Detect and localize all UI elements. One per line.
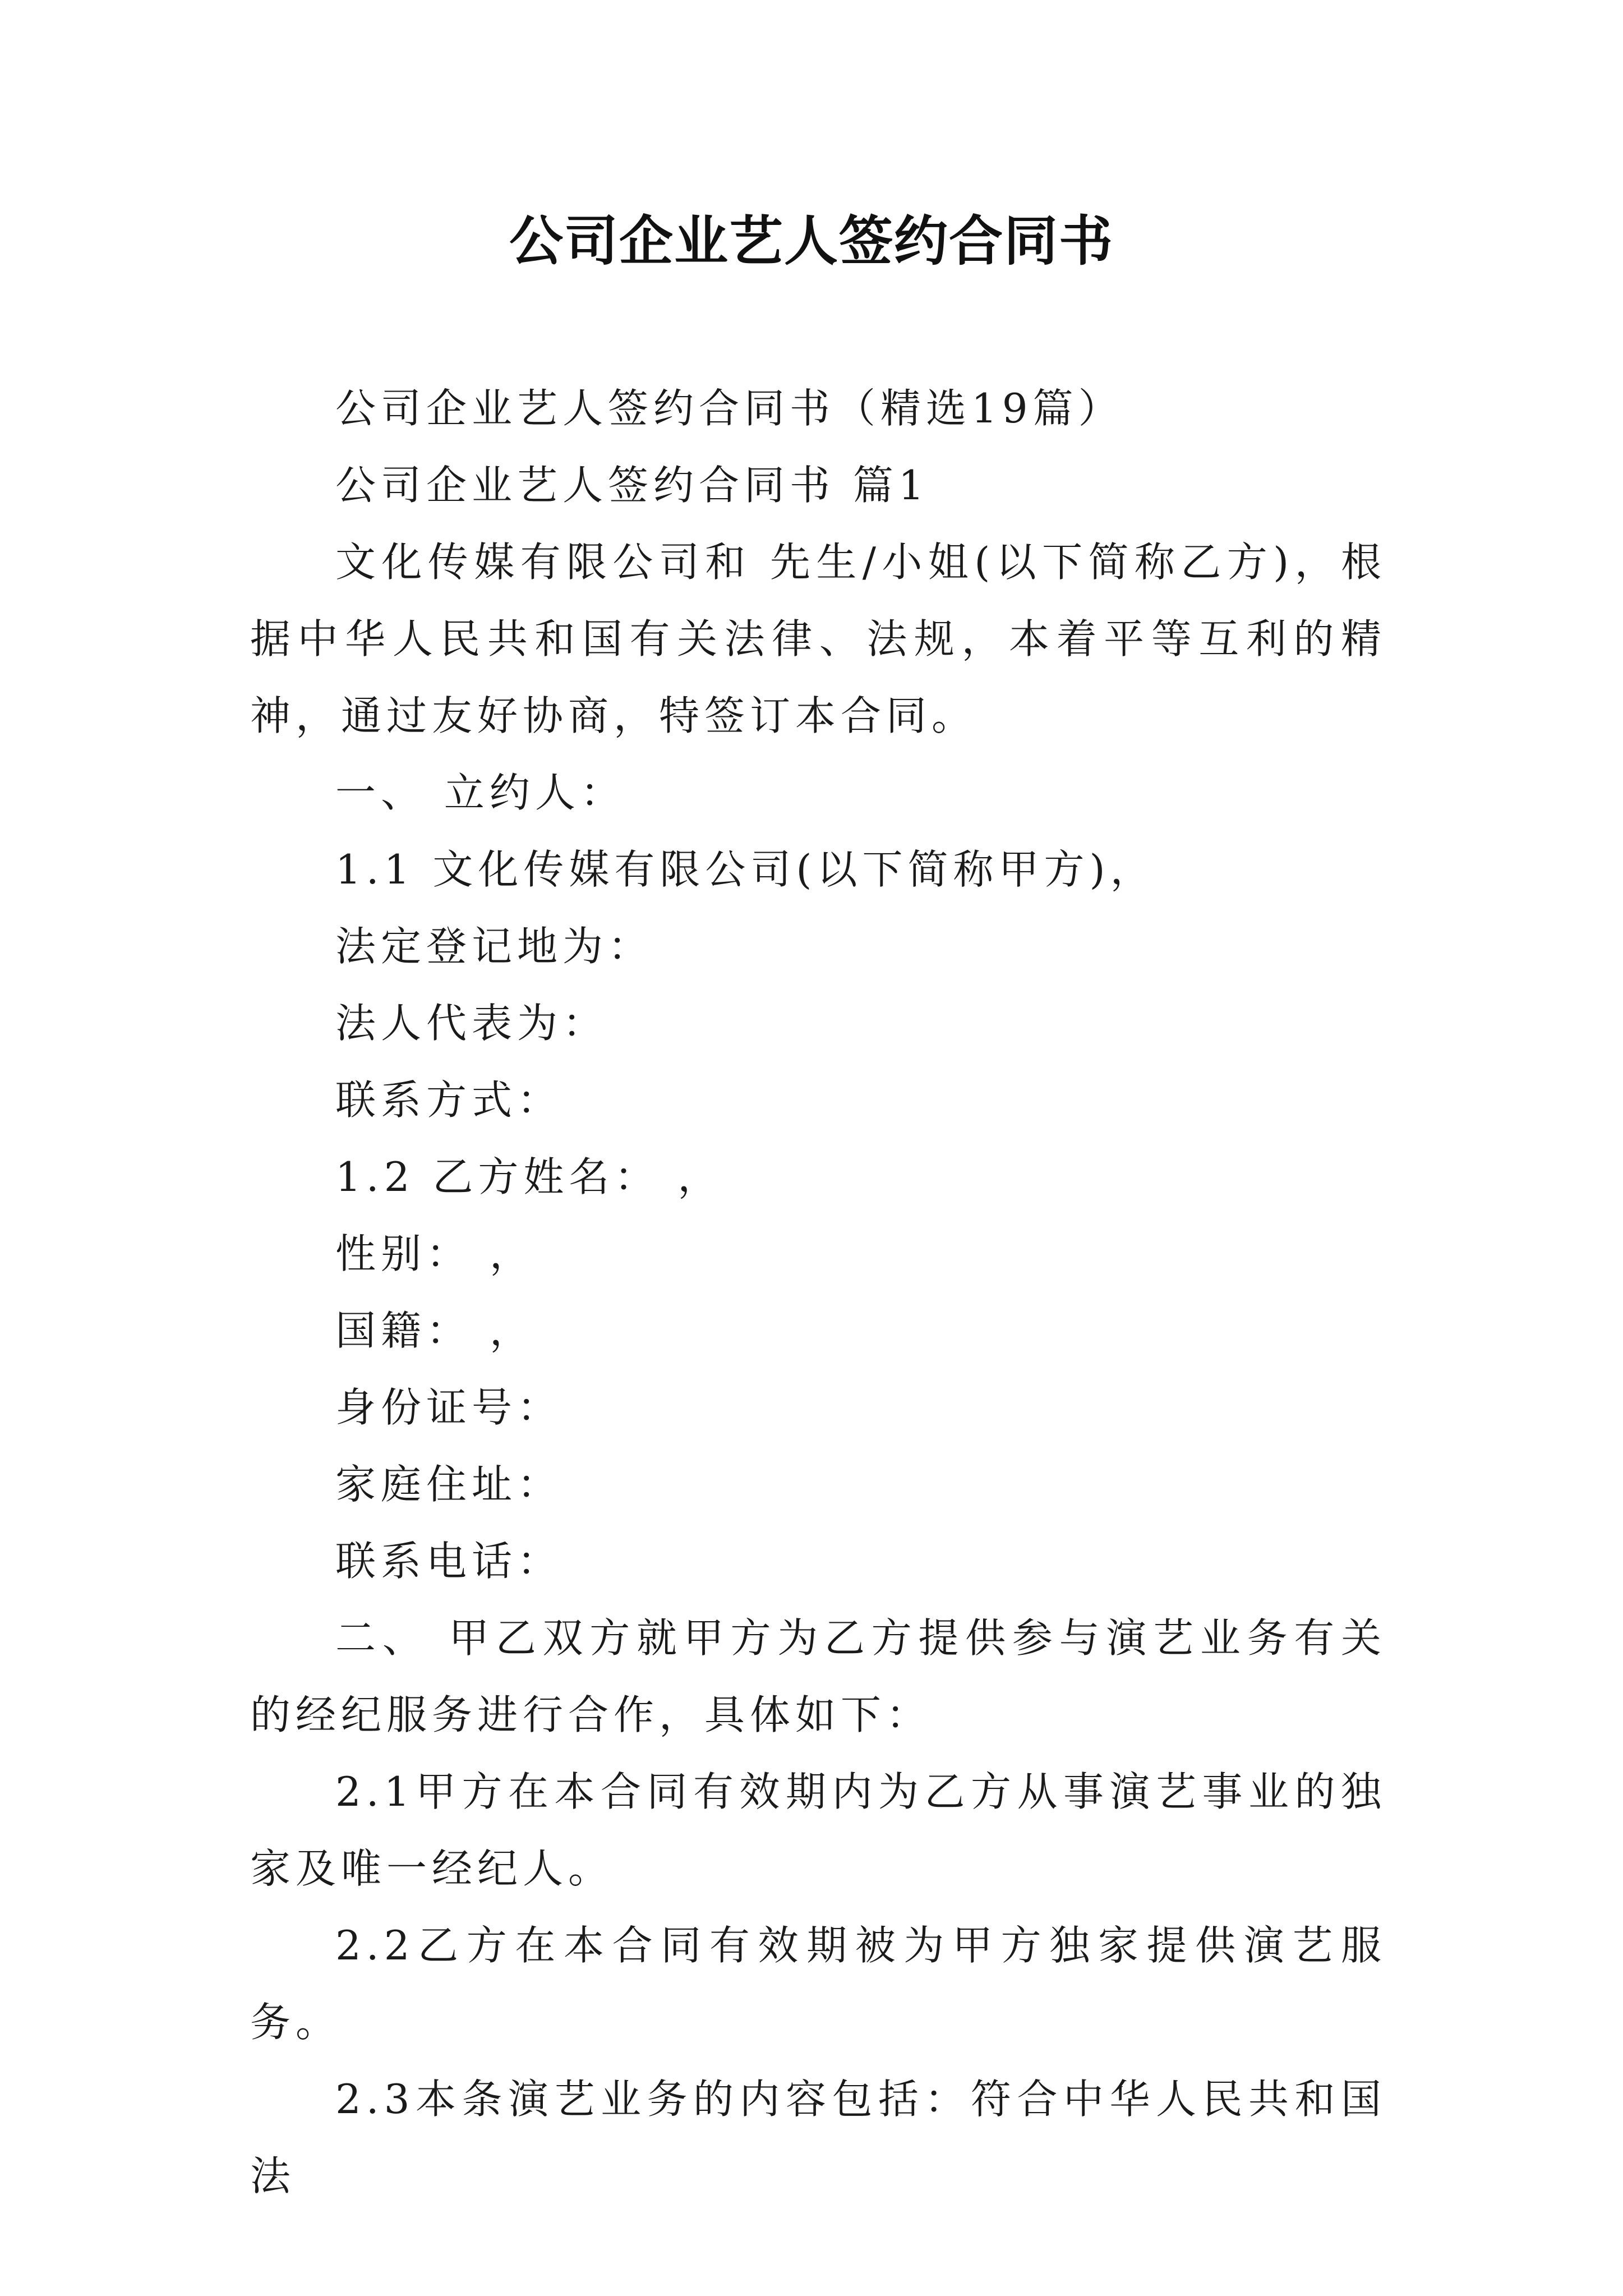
paragraph-clause-1-heading: 一、 立约人： <box>335 769 626 816</box>
paragraph-clause-2-heading: 二、 甲乙双方就甲方为乙方提供参与演艺业务有关的经纪服务进行合作，具体如下： <box>250 1614 1386 1738</box>
paragraph-clause-2-1: 2.1甲方在本合同有效期内为乙方从事演艺事业的独家及唯一经纪人。 <box>250 1768 1386 1892</box>
paragraph-nationality: 国籍： ， <box>335 1307 535 1354</box>
paragraph-legal-representative: 法人代表为： <box>335 1000 608 1047</box>
paragraph-contact-method: 联系方式： <box>335 1076 563 1124</box>
paragraph-gender: 性别： ， <box>335 1230 535 1277</box>
paragraph-id-number: 身份证号： <box>335 1384 563 1431</box>
paragraph-subtitle: 公司企业艺人签约合同书（精选19篇） <box>335 385 1124 432</box>
paragraph-intro: 文化传媒有限公司和 先生/小姐(以下简称乙方)，根据中华人民共和国有关法律、法规，本着平等互利的精神，通过友好协商，特签订本合同。 <box>250 539 1386 739</box>
paragraph-clause-2-3: 2.3本条演艺业务的内容包括：符合中华人民共和国法 <box>250 2076 1386 2200</box>
paragraph-clause-2-2: 2.2乙方在本合同有效期被为甲方独家提供演艺服务。 <box>250 1922 1386 2046</box>
paragraph-phone: 联系电话： <box>335 1538 563 1585</box>
paragraph-registered-address: 法定登记地为： <box>335 923 654 970</box>
paragraph-section-heading: 公司企业艺人签约合同书 篇1 <box>335 462 929 509</box>
paragraph-clause-1-2: 1.2 乙方姓名： ， <box>335 1153 723 1200</box>
paragraph-clause-1-1: 1.1 文化传媒有限公司(以下简称甲方)， <box>335 846 1156 893</box>
paragraph-home-address: 家庭住址： <box>335 1461 563 1508</box>
document-body <box>250 370 1386 2215</box>
document-title: 公司企业艺人签约合同书 <box>509 210 1114 273</box>
